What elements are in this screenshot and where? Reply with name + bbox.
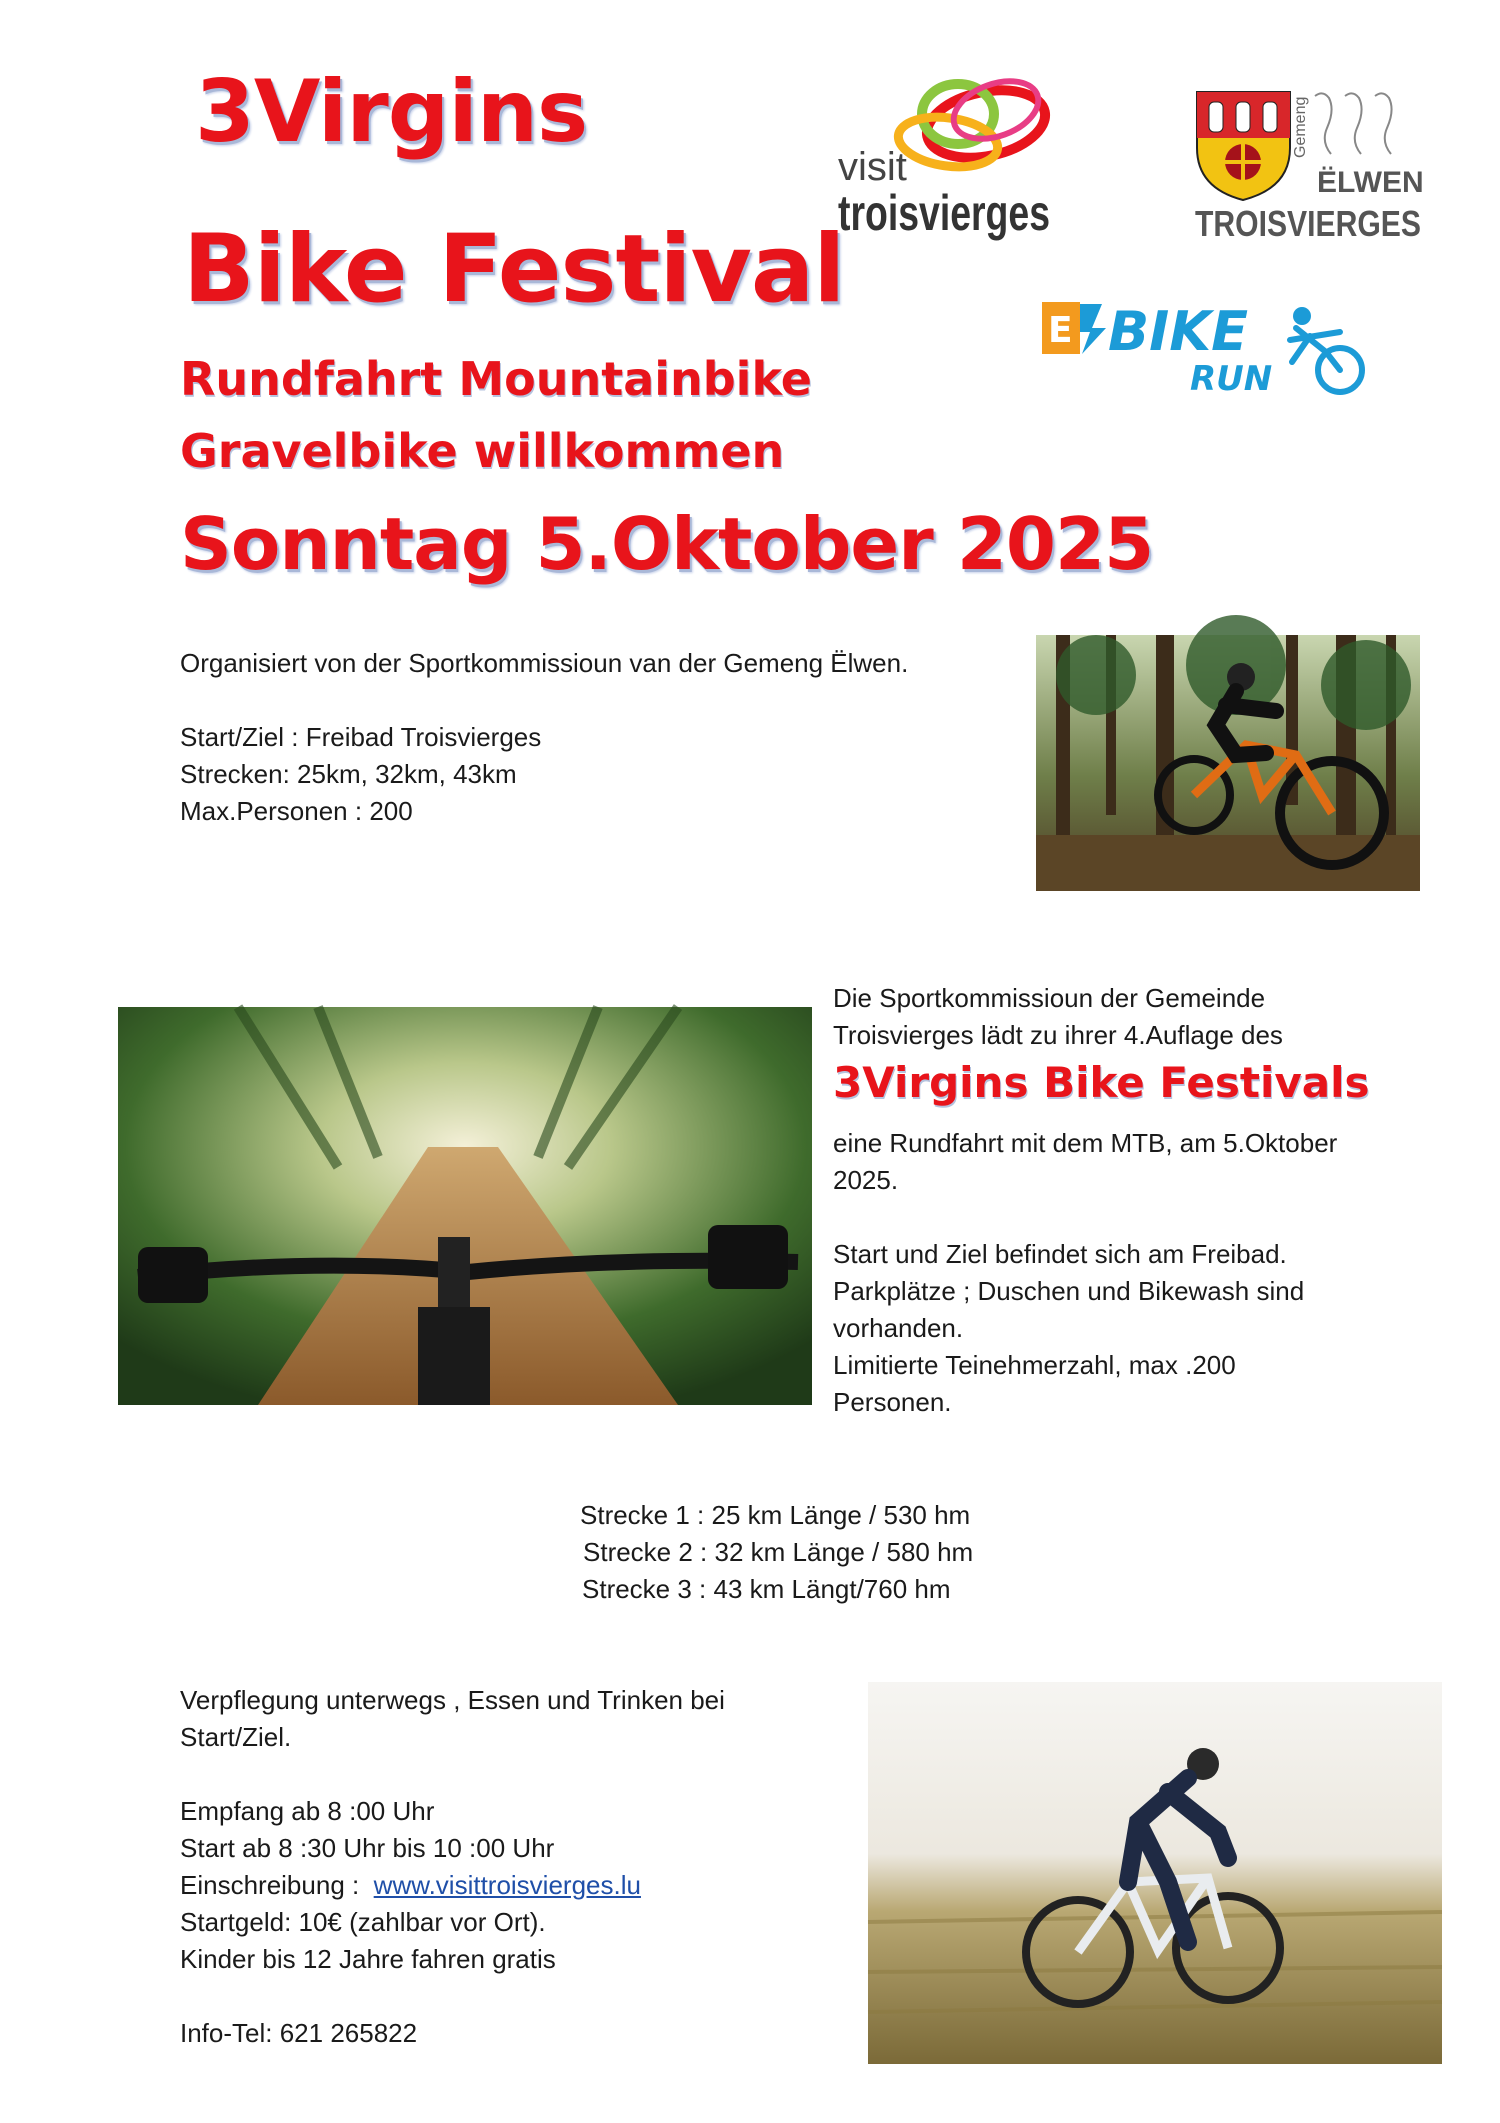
- kids-free: Kinder bis 12 Jahre fahren gratis: [180, 1944, 556, 1974]
- event-date: Sonntag 5.Oktober 2025: [180, 502, 1154, 586]
- details-block: [180, 1682, 725, 2052]
- routes-summary-text: Strecken: 25km, 32km, 43km: [180, 759, 517, 789]
- organizer-text: Organisiert von der Sportkommissioun van der Gemeng Ëlwen.: [180, 648, 909, 678]
- registration-line: [180, 1867, 725, 1904]
- ebike-word: BIKE: [1108, 300, 1248, 363]
- start-time: Start ab 8 :30 Uhr bis 10 :00 Uhr: [180, 1833, 555, 1863]
- invitation-line7: vorhanden.: [833, 1313, 964, 1343]
- visit-troisvierges-logo: [836, 62, 1086, 252]
- commune-logo: [1195, 88, 1425, 248]
- registration-link[interactable]: www.visittroisvierges.lu: [373, 1870, 641, 1900]
- coat-of-arms-icon: [1195, 88, 1425, 248]
- food-line2: Start/Ziel.: [180, 1722, 292, 1752]
- visit-word: visit: [838, 145, 907, 189]
- invitation-line1: Die Sportkommissioun der Gemeinde: [833, 983, 1266, 1013]
- start-fee: Startgeld: 10€ (zahlbar vor Ort).: [180, 1907, 546, 1937]
- commune-name1: ËLWEN: [1317, 166, 1424, 199]
- invitation-line2: Troisvierges lädt zu ihrer 4.Auflage des: [833, 1020, 1283, 1050]
- ebike-prefix: E: [1048, 310, 1073, 351]
- route-item: Strecke 3 : 43 km Längt/760 hm: [582, 1574, 951, 1604]
- ebike-run-logo: [1040, 292, 1380, 404]
- meadow-rider-photo: [868, 1682, 1442, 2064]
- route-item: Strecke 1 : 25 km Länge / 530 hm: [580, 1500, 971, 1530]
- reception-time: Empfang ab 8 :00 Uhr: [180, 1796, 435, 1826]
- registration-label: Einschreibung :: [180, 1870, 374, 1900]
- invitation-line3: eine Rundfahrt mit dem MTB, am 5.Oktober: [833, 1128, 1338, 1158]
- meadow-biker-image: [868, 1682, 1442, 2064]
- invitation-intro: [833, 980, 1283, 1054]
- invitation-line5: Start und Ziel befindet sich am Freibad.: [833, 1239, 1287, 1269]
- start-finish-text: Start/Ziel : Freibad Troisvierges: [180, 722, 542, 752]
- title-line1: 3Virgins: [195, 62, 588, 162]
- route-list: [580, 1497, 973, 1608]
- trail-pov-image: [118, 1007, 812, 1405]
- invitation-line9: Personen.: [833, 1387, 952, 1417]
- max-persons-text: Max.Personen : 200: [180, 796, 413, 826]
- invitation-line6: Parkplätze ; Duschen und Bikewash sind: [833, 1276, 1305, 1306]
- route-item: Strecke 2 : 32 km Länge / 580 hm: [583, 1537, 974, 1567]
- intro-block: [180, 645, 908, 830]
- rings-icon: [836, 62, 1086, 252]
- info-phone: Info-Tel: 621 265822: [180, 2018, 418, 2048]
- visit-name: troisvierges: [838, 185, 1050, 241]
- title-line2: Bike Festival: [183, 215, 845, 324]
- subtitle-line2: Gravelbike willkommen: [180, 424, 785, 478]
- invitation-body: [833, 1125, 1337, 1421]
- commune-name2: TROISVIERGES: [1195, 203, 1421, 244]
- food-line1: Verpflegung unterwegs , Essen und Trinken bei: [180, 1685, 725, 1715]
- forest-rider-photo: [1036, 635, 1420, 891]
- invitation-line8: Limitierte Teinehmerzahl, max .200: [833, 1350, 1236, 1380]
- festival-name: 3Virgins Bike Festivals: [833, 1058, 1370, 1107]
- mountain-biker-image: [1036, 635, 1420, 891]
- subtitle-line1: Rundfahrt Mountainbike: [180, 352, 813, 406]
- commune-small: Gemeng: [1292, 96, 1309, 158]
- handlebar-pov-photo: [118, 1007, 812, 1405]
- ebike-icon: [1040, 292, 1380, 404]
- invitation-line4: 2025.: [833, 1165, 899, 1195]
- ebike-run: RUN: [1190, 359, 1273, 399]
